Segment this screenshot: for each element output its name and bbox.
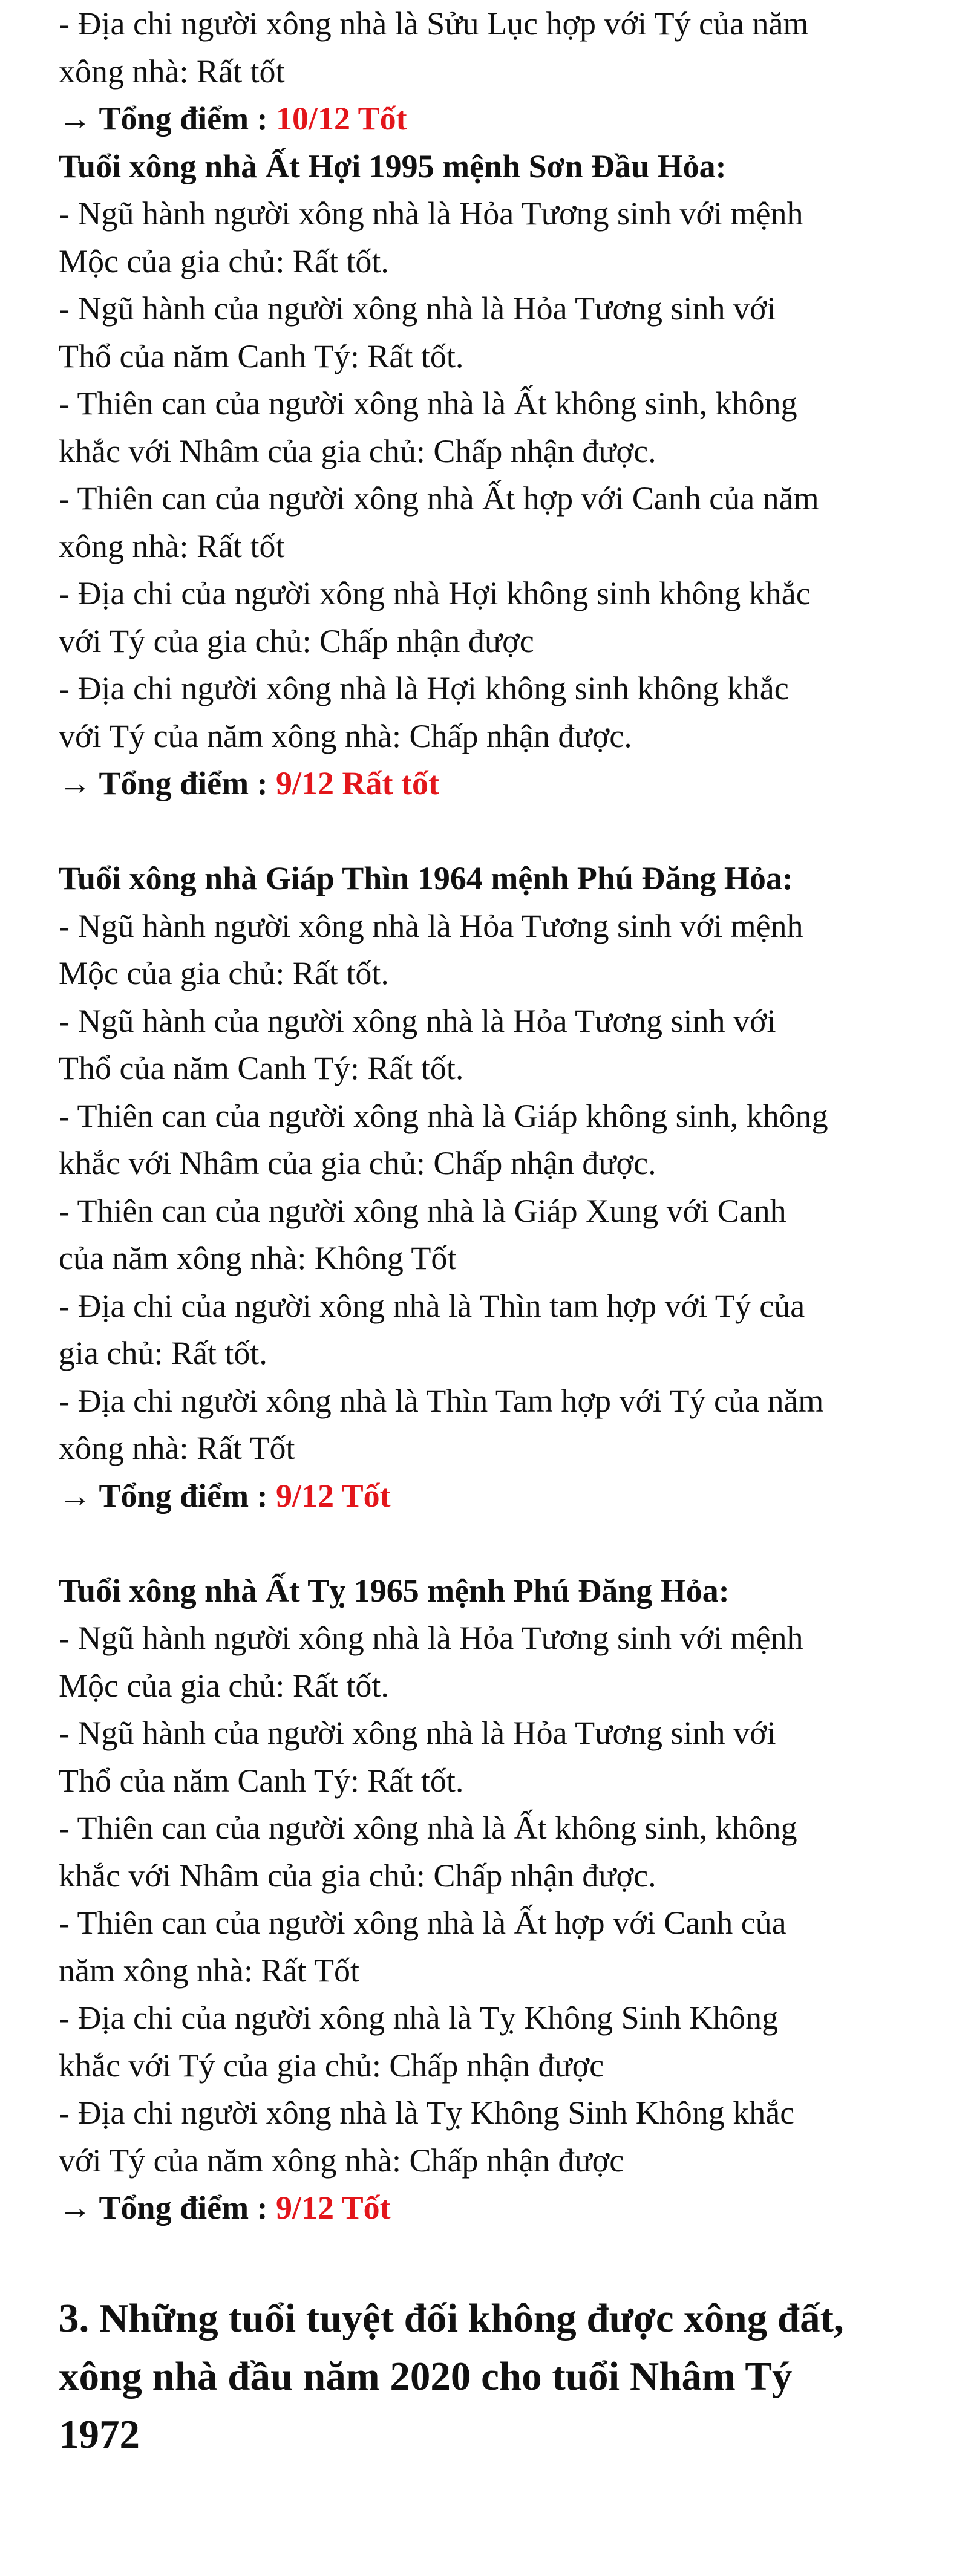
text-line: khắc với Nhâm của gia chủ: Chấp nhận được.: [59, 1145, 656, 1181]
text-line: - Thiên can của người xông nhà là Giáp Xung với Canh: [59, 1192, 786, 1229]
text-line: - Thiên can của người xông nhà là Ất hợp với Canh của: [59, 1905, 786, 1941]
text-line: - Ngũ hành của người xông nhà là Hỏa Tương sinh với: [59, 290, 776, 327]
text-line: khắc với Tý của gia chủ: Chấp nhận được: [59, 2047, 604, 2084]
text-line: Thổ của năm Canh Tý: Rất tốt.: [59, 1762, 464, 1799]
total-score-value: 9/12 Rất tốt: [276, 765, 439, 801]
text-line: - Ngũ hành của người xông nhà là Hỏa Tương sinh với: [59, 1002, 776, 1039]
spacer: [59, 807, 914, 855]
text-line: khắc với Nhâm của gia chủ: Chấp nhận được.: [59, 1857, 656, 1894]
section-heading: [59, 2289, 914, 2464]
total-score-value: 10/12 Tốt: [276, 100, 407, 137]
text-line: - Ngũ hành của người xông nhà là Hỏa Tương sinh với: [59, 1715, 776, 1751]
text-line: với Tý của năm xông nhà: Chấp nhận được.: [59, 717, 632, 754]
total-label: → Tổng điểm :: [59, 1477, 276, 1514]
text-line: - Địa chi người xông nhà là Hợi không sinh không khắc: [59, 670, 789, 706]
section-at-ty-1965: [59, 1567, 914, 2232]
total-score-line: [59, 95, 914, 143]
text-line: - Địa chi người xông nhà là Sửu Lục hợp với Tý của năm: [59, 5, 809, 42]
text-line: - Địa chi của người xông nhà là Tỵ Không Sinh Không: [59, 2000, 779, 2036]
text-line: Mộc của gia chủ: Rất tốt.: [59, 1667, 389, 1704]
total-label: → Tổng điểm :: [59, 100, 276, 137]
heading-line: 1972: [59, 2411, 140, 2457]
spacer: [59, 1519, 914, 1567]
text-line: xông nhà: Rất Tốt: [59, 1430, 295, 1466]
total-label: → Tổng điểm :: [59, 765, 276, 801]
text-line: xông nhà: Rất tốt: [59, 527, 285, 564]
text-line: - Thiên can của người xông nhà Ất hợp với Canh của năm: [59, 480, 819, 517]
text-line: - Địa chi người xông nhà là Tỵ Không Sinh Không khắc: [59, 2095, 795, 2131]
section-title: Tuổi xông nhà Giáp Thìn 1964 mệnh Phú Đăng Hỏa:: [59, 860, 793, 896]
text-line: với Tý của năm xông nhà: Chấp nhận được: [59, 2142, 624, 2179]
text-line: khắc với Nhâm của gia chủ: Chấp nhận được.: [59, 432, 656, 469]
text-line: - Ngũ hành người xông nhà là Hỏa Tương sinh với mệnh: [59, 1620, 803, 1656]
total-score-line: [59, 2184, 914, 2232]
text-line: - Thiên can của người xông nhà là Ất không sinh, không: [59, 1810, 797, 1846]
text-line: - Địa chi người xông nhà là Thìn Tam hợp với Tý của năm: [59, 1382, 824, 1419]
text-line: gia chủ: Rất tốt.: [59, 1335, 267, 1371]
text-line: năm xông nhà: Rất Tốt: [59, 1952, 359, 1989]
total-label: → Tổng điểm :: [59, 2190, 276, 2226]
section-title: Tuổi xông nhà Ất Hợi 1995 mệnh Sơn Đầu Hỏa:: [59, 148, 727, 184]
text-line: - Thiên can của người xông nhà là Giáp không sinh, không: [59, 1097, 828, 1134]
text-line: của năm xông nhà: Không Tốt: [59, 1240, 457, 1276]
text-line: - Địa chi của người xông nhà Hợi không sinh không khắc: [59, 575, 811, 611]
text-line: với Tý của gia chủ: Chấp nhận được: [59, 622, 534, 659]
text-line: - Thiên can của người xông nhà là Ất không sinh, không: [59, 385, 797, 422]
text-line: - Ngũ hành người xông nhà là Hỏa Tương sinh với mệnh: [59, 195, 803, 232]
section-giap-thin-1964: [59, 855, 914, 1519]
text-line: Thổ của năm Canh Tý: Rất tốt.: [59, 337, 464, 374]
heading-line: 3. Những tuổi tuyệt đối không được xông đất,: [59, 2295, 844, 2341]
text-line: xông nhà: Rất tốt: [59, 53, 285, 90]
heading-line: xông nhà đầu năm 2020 cho tuổi Nhâm Tý: [59, 2353, 793, 2399]
text-line: Mộc của gia chủ: Rất tốt.: [59, 955, 389, 991]
text-line: - Địa chi của người xông nhà là Thìn tam hợp với Tý của: [59, 1287, 805, 1324]
text-line: Mộc của gia chủ: Rất tốt.: [59, 243, 389, 279]
total-score-line: [59, 1472, 914, 1520]
section-at-hoi-1995: [59, 143, 914, 807]
spacer: [59, 2232, 914, 2289]
text-line: - Ngũ hành người xông nhà là Hỏa Tương sinh với mệnh: [59, 907, 803, 944]
total-score-line: [59, 760, 914, 807]
text-line: Thổ của năm Canh Tý: Rất tốt.: [59, 1050, 464, 1086]
section-suu: [59, 0, 914, 143]
total-score-value: 9/12 Tốt: [276, 2190, 391, 2226]
section-title: Tuổi xông nhà Ất Tỵ 1965 mệnh Phú Đăng Hỏa:: [59, 1572, 730, 1609]
total-score-value: 9/12 Tốt: [276, 1477, 391, 1514]
